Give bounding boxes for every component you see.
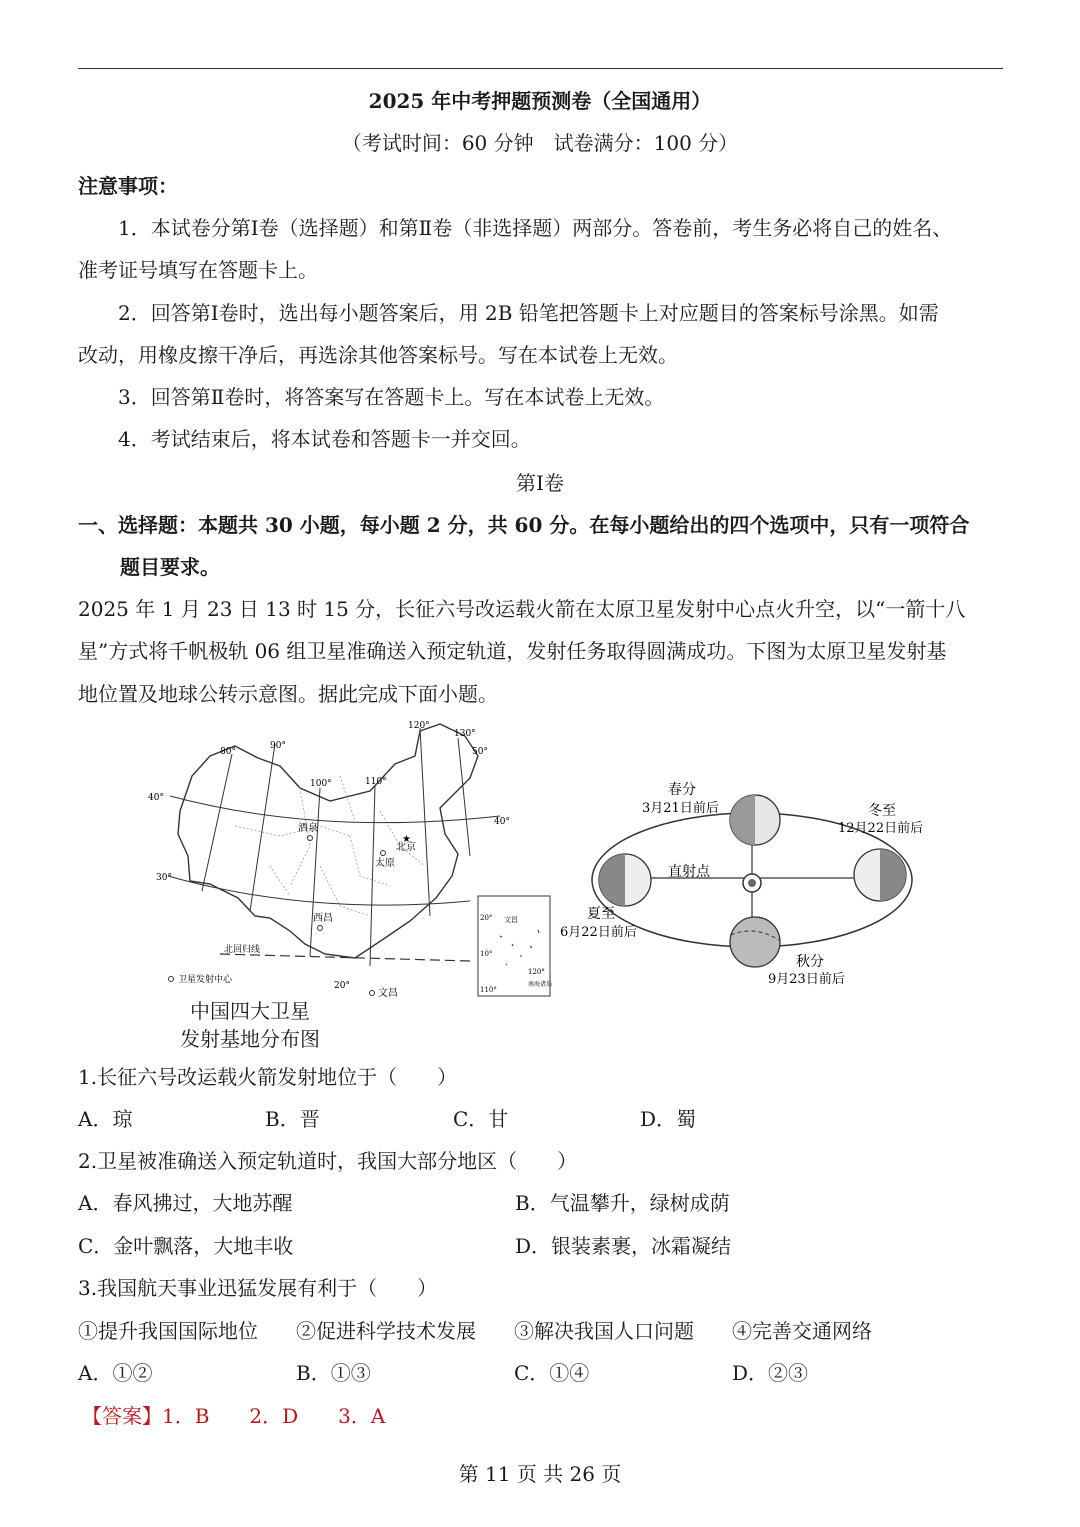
section-heading-line-1: 一、选择题：本题共 30 小题，每小题 2 分，共 60 分。在每小题给出的四个选项中，只有一项符合 [78, 513, 970, 537]
earth-autumn [730, 917, 780, 967]
taiyuan-marker [381, 851, 386, 856]
exam-subtitle: （考试时间：60 分钟 试卷满分：100 分） [341, 131, 739, 155]
q3-statement-4: ④完善交通网络 [732, 1319, 872, 1343]
lat-label-40-right: 40° [494, 817, 510, 827]
q3-statement-1: ①提升我国国际地位 [78, 1319, 258, 1343]
lat-label-50: 50° [472, 747, 488, 757]
map-caption-line-2: 发射基地分布图 [180, 1027, 320, 1051]
orbit-winter-name: 冬至 [868, 803, 896, 819]
lon-label-90: 90° [270, 741, 286, 751]
q2-option-a: A．春风拂过，大地苏醒 [78, 1191, 293, 1215]
answer-values: 1．B 2．D 3．A [162, 1404, 386, 1428]
lon-label-130: 130° [454, 729, 476, 739]
passage-line-1: 2025 年 1 月 23 日 13 时 15 分，长征六号改运载火箭在太原卫星发射中心点火升空，以“一箭十八 [78, 597, 966, 621]
earth-summer [599, 854, 651, 906]
q3-option-c: C．①④ [514, 1361, 590, 1385]
passage-line-2: 星”方式将千帆极轨 06 组卫星准确送入预定轨道，发射任务取得圆满成功。下图为太原卫星发射基 [78, 639, 947, 663]
notice-item-4: 4．考试结束后，将本试卷和答题卡一并交回。 [118, 427, 531, 451]
question-1-stem: 1.长征六号改运载火箭发射地位于（ ） [78, 1065, 458, 1089]
lat-30 [168, 876, 470, 905]
notice-item-1-line-1: 1．本试卷分第Ⅰ卷（选择题）和第Ⅱ卷（非选择题）两部分。答卷前，考生务必将自己的姓名、 [118, 216, 953, 240]
q2-option-c: C．金叶飘落，大地丰收 [78, 1234, 294, 1258]
volume-title: 第Ⅰ卷 [516, 471, 564, 495]
page-number: 第 11 页 共 26 页 [458, 1462, 622, 1486]
inset-south-sea: 南海诸岛 [528, 981, 553, 988]
city-jiuquan: 酒泉 [298, 823, 318, 834]
notice-item-1-line-2: 准考证号填写在答题卡上。 [78, 258, 318, 282]
lon-130 [458, 738, 470, 856]
answer-row [82, 1403, 385, 1429]
city-xichang: 西昌 [313, 913, 333, 924]
orbit-summer-date: 6月22日前后 [560, 925, 637, 940]
q3-statement-3: ③解决我国人口问题 [514, 1319, 694, 1343]
question-2-stem: 2.卫星被准确送入预定轨道时，我国大部分地区（ ） [78, 1149, 578, 1173]
lon-label-80: 80° [220, 747, 236, 757]
lon-label-120: 120° [408, 721, 430, 731]
map-caption-line-1: 中国四大卫星 [190, 999, 310, 1023]
tropic-label: 北回归线 [224, 945, 261, 955]
notice-item-3: 3．回答第Ⅱ卷时，将答案写在答题卡上。写在本试卷上无效。 [118, 385, 665, 409]
orbit-figure [550, 770, 950, 995]
q2-option-b: B．气温攀升，绿树成荫 [515, 1191, 730, 1215]
beijing-star-icon: ★ [402, 834, 411, 845]
lon-label-100: 100° [310, 779, 332, 789]
inset-lat-10: 10° [480, 950, 493, 958]
notice-item-2-line-2: 改动，用橡皮擦干净后，再选涂其他答案标号。写在本试卷上无效。 [78, 343, 678, 367]
inset-lon-110: 110° [480, 986, 497, 994]
earth-spring [730, 795, 780, 845]
lon-80 [202, 754, 232, 891]
wenchang-marker [370, 991, 375, 996]
orbit-spring-date: 3月21日前后 [642, 801, 719, 816]
lon-90 [250, 744, 275, 911]
orbit-winter-date: 12月22日前后 [838, 821, 924, 836]
inset-wenchang: 文昌 [504, 916, 518, 924]
q1-option-c: C．甘 [453, 1107, 509, 1131]
q1-option-b: B．晋 [265, 1107, 320, 1131]
section-heading-line-2: 题目要求。 [120, 555, 220, 579]
q3-option-b: B．①③ [296, 1361, 371, 1385]
lon-label-110: 110° [365, 777, 387, 787]
lat-label-30: 30° [156, 873, 172, 883]
q2-option-d: D．银装素裹，冰霜凝结 [515, 1234, 732, 1258]
xichang-marker [318, 926, 323, 931]
inset-lon-120: 120° [528, 968, 545, 976]
earth-winter [854, 849, 906, 901]
lat-label-20: 20° [334, 981, 350, 991]
orbit-subsolar: 直射点 [668, 864, 710, 880]
city-taiyuan: 太原 [375, 858, 395, 869]
q1-option-d: D．蜀 [640, 1107, 697, 1131]
orbit-spring-name: 春分 [668, 782, 696, 798]
city-beijing: 北京 [396, 842, 416, 853]
q3-statement-2: ②促进科学技术发展 [296, 1319, 476, 1343]
q3-option-d: D．②③ [732, 1361, 809, 1385]
passage-line-3: 地位置及地球公转示意图。据此完成下面小题。 [78, 682, 498, 706]
lat-label-40-left: 40° [148, 793, 164, 803]
question-3-stem: 3.我国航天事业迅猛发展有利于（ ） [78, 1276, 438, 1300]
answer-tag: 【答案】 [82, 1404, 162, 1428]
q3-option-a: A．①② [78, 1361, 153, 1385]
lon-110 [370, 786, 375, 966]
jiuquan-marker [308, 836, 313, 841]
notice-item-2-line-1: 2．回答第Ⅰ卷时，选出每小题答案后，用 2B 铅笔把答题卡上对应题目的答案标号涂黑。如需 [118, 301, 939, 325]
orbit-summer-name: 夏至 [587, 906, 615, 922]
china-map-figure [140, 716, 560, 1001]
orbit-autumn-date: 9月23日前后 [768, 972, 845, 987]
city-wenchang: 文昌 [378, 988, 398, 999]
top-rule [78, 68, 1003, 69]
orbit-autumn-name: 秋分 [796, 954, 824, 970]
q1-option-a: A．琼 [78, 1107, 133, 1131]
legend-marker [169, 977, 174, 982]
map-legend: 卫星发射中心 [178, 975, 233, 985]
notice-heading: 注意事项： [78, 174, 178, 198]
tropic-line [220, 954, 470, 961]
exam-title: 2025 年中考押题预测卷（全国通用） [368, 89, 712, 113]
lon-100 [310, 788, 320, 956]
inset-lat-20: 20° [480, 914, 493, 922]
